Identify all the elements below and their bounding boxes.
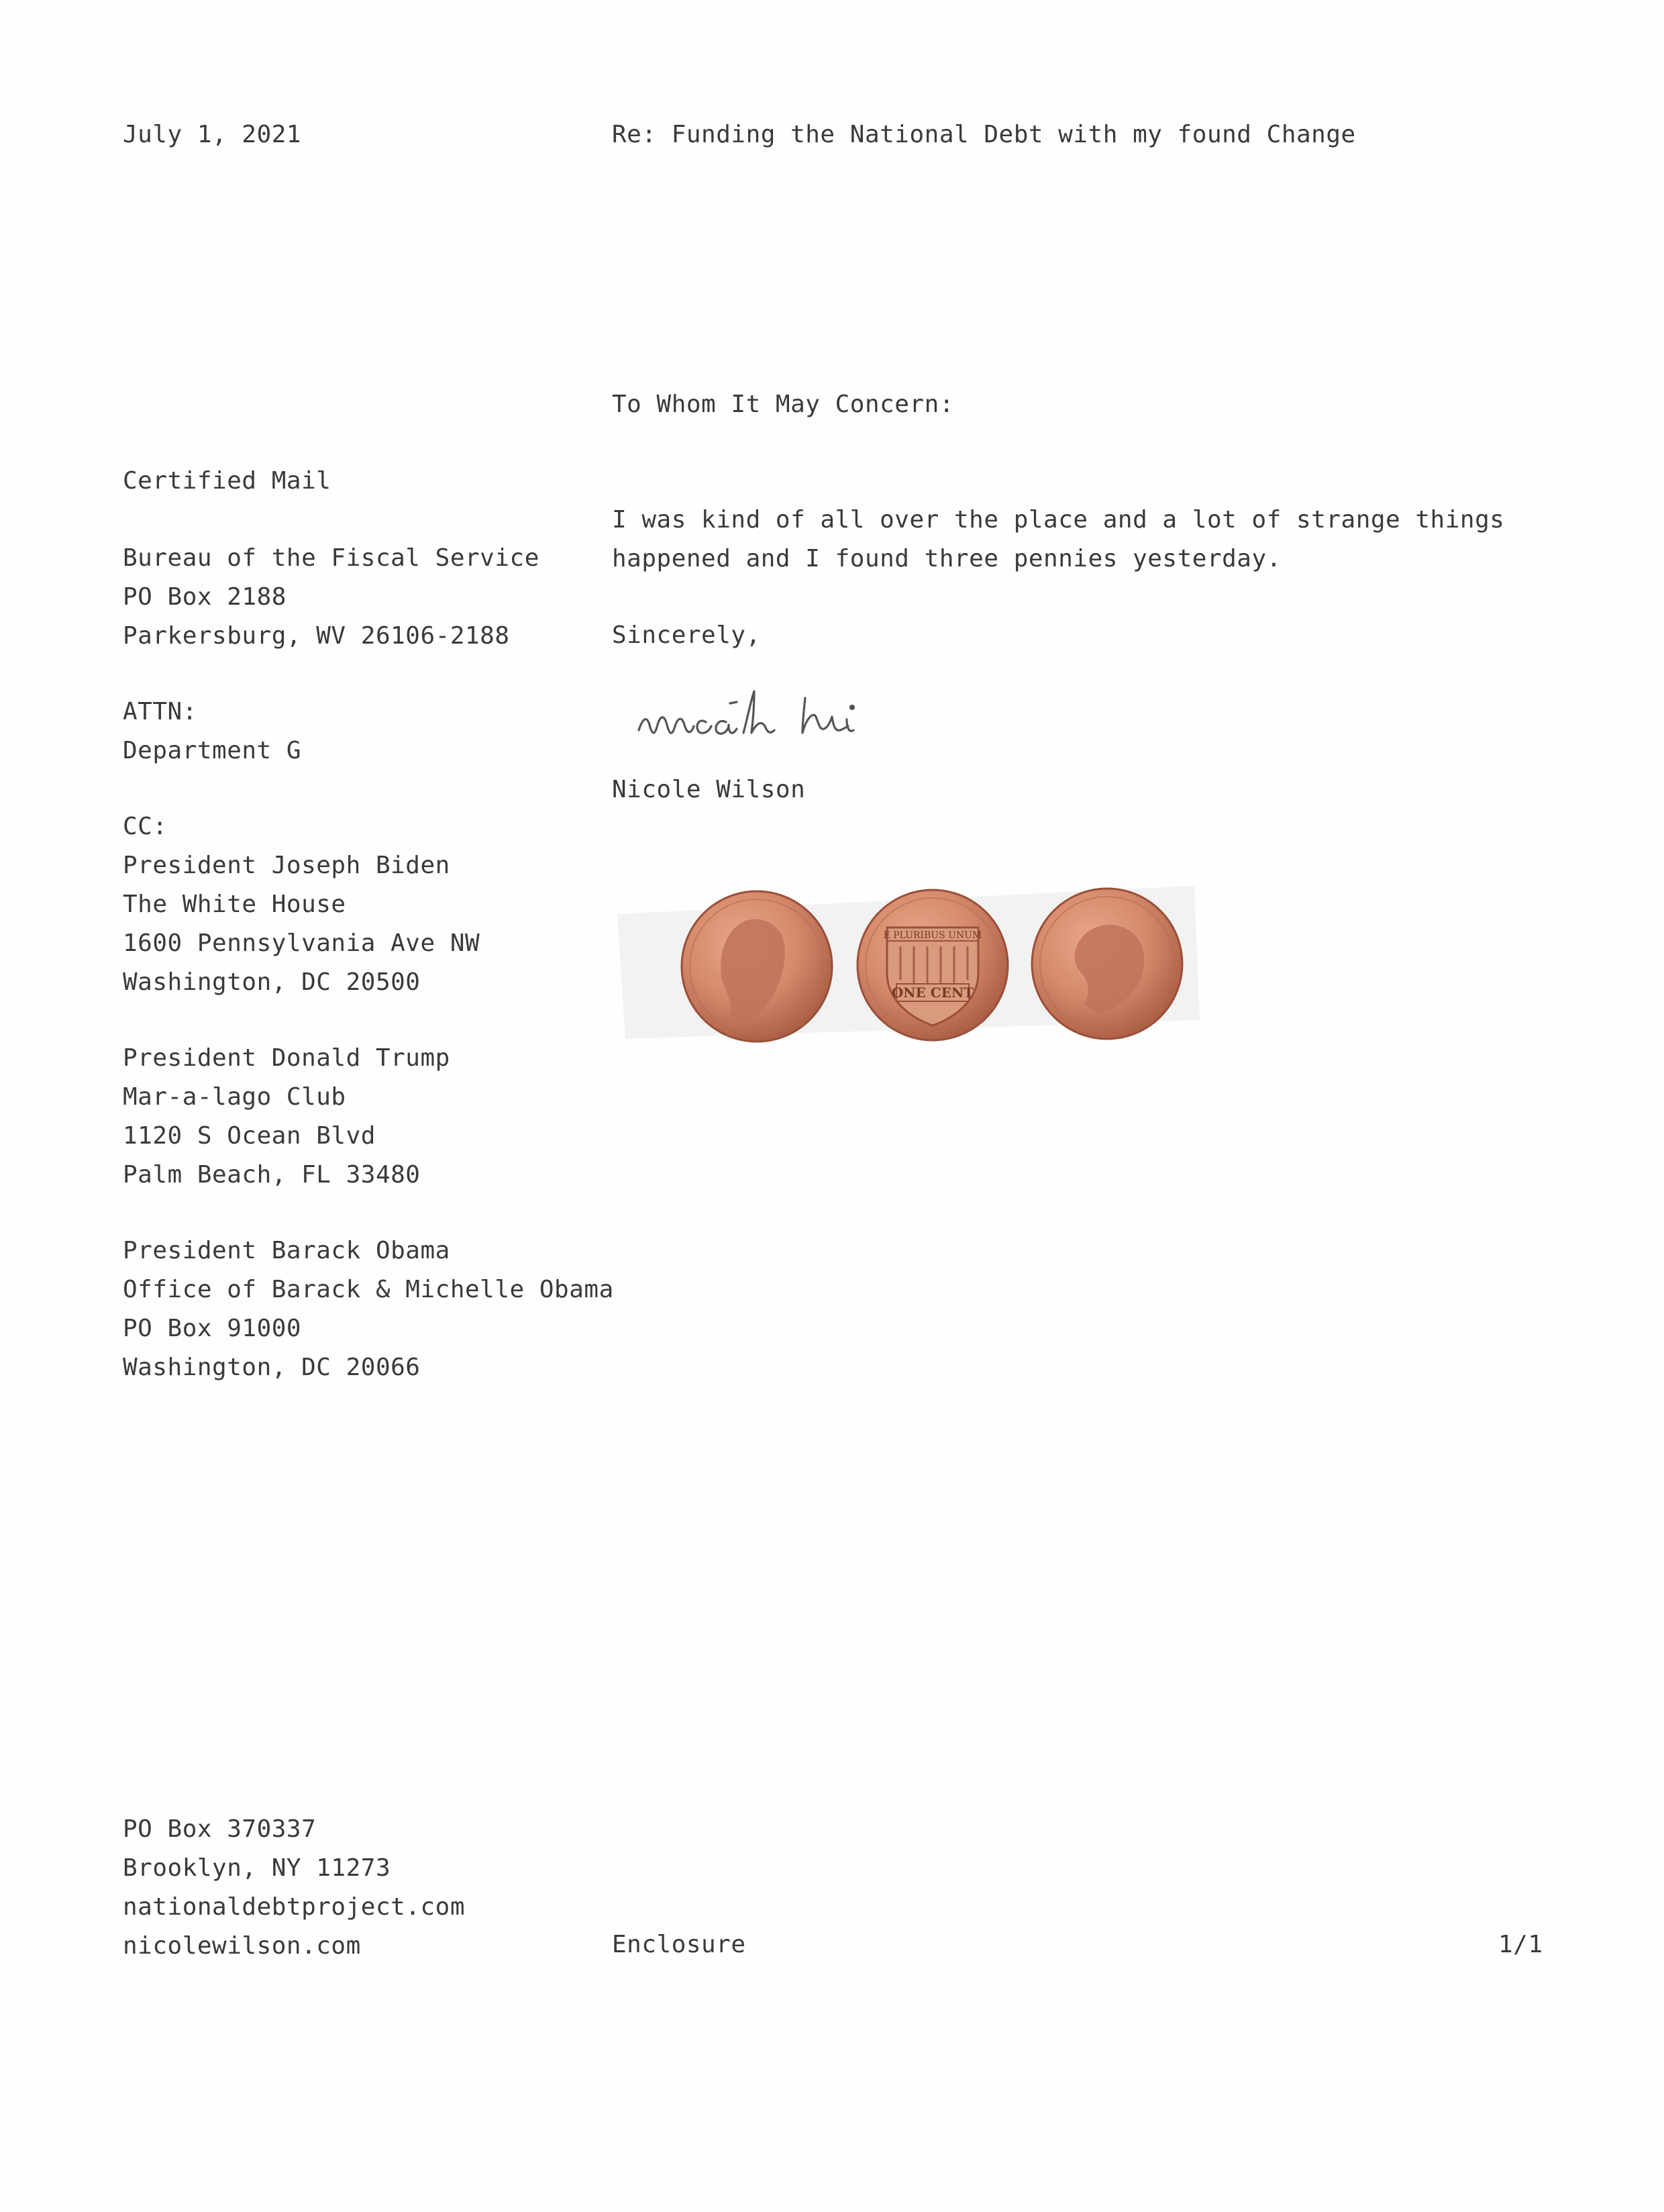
- salutation: To Whom It May Concern:: [612, 391, 954, 418]
- cc-line: President Joseph Biden: [123, 852, 450, 879]
- sender-line: nationaldebtproject.com: [123, 1893, 465, 1921]
- address-line: PO Box 2188: [123, 583, 287, 611]
- cc-label: CC:: [123, 813, 168, 840]
- cc-line: 1120 S Ocean Blvd: [123, 1122, 376, 1150]
- subject-line: Re: Funding the National Debt with my found Change: [612, 121, 1356, 148]
- cc-line: Washington, DC 20066: [123, 1354, 421, 1381]
- body-line: happened and I found three pennies yesterday.: [612, 545, 1282, 572]
- sender-line: Brooklyn, NY 11273: [123, 1854, 391, 1882]
- cc-line: President Barack Obama: [123, 1237, 450, 1264]
- attn-label: ATTN:: [123, 698, 197, 725]
- page-number: 1/1: [1498, 1931, 1543, 1958]
- cc-line: Palm Beach, FL 33480: [123, 1161, 421, 1189]
- enclosed-pennies-image: [611, 866, 1214, 1060]
- handwritten-signature: [631, 671, 966, 758]
- letter-body: [612, 501, 1504, 579]
- cc-line: PO Box 91000: [123, 1315, 302, 1342]
- penny-obverse-icon: [682, 891, 832, 1042]
- cc-line: Washington, DC 20500: [123, 968, 421, 996]
- cc-block: [123, 807, 480, 1002]
- signer-name: Nicole Wilson: [612, 776, 806, 803]
- sender-line: PO Box 370337: [123, 1815, 317, 1843]
- cc-line: Mar-a-lago Club: [123, 1083, 346, 1111]
- sender-line: nicolewilson.com: [123, 1932, 361, 1960]
- cc-recipient-3: [123, 1231, 614, 1387]
- shield-motto: E PLURIBUS UNUM: [883, 930, 982, 941]
- attn-value: Department G: [123, 737, 302, 764]
- attention-block: [123, 693, 301, 770]
- enclosure-label: Enclosure: [612, 1931, 746, 1958]
- delivery-method: Certified Mail: [123, 467, 331, 495]
- sender-address: [123, 1810, 465, 1966]
- penny-reverse-icon: [857, 890, 1008, 1040]
- cc-recipient-2: [123, 1039, 450, 1195]
- cc-line: The White House: [123, 891, 346, 918]
- body-line: I was kind of all over the place and a lot of strange things: [612, 506, 1505, 534]
- cc-line: 1600 Pennsylvania Ave NW: [123, 929, 480, 957]
- letter-date: July 1, 2021: [123, 121, 302, 148]
- cc-line: President Donald Trump: [123, 1044, 450, 1072]
- address-line: Bureau of the Fiscal Service: [123, 544, 539, 572]
- closing: Sincerely,: [612, 621, 761, 649]
- address-line: Parkersburg, WV 26106-2188: [123, 622, 510, 650]
- cc-line: Office of Barack & Michelle Obama: [123, 1276, 614, 1303]
- shield-label: ONE CENT: [891, 985, 974, 1001]
- recipient-address: [123, 539, 539, 656]
- penny-obverse-icon: [1032, 889, 1182, 1039]
